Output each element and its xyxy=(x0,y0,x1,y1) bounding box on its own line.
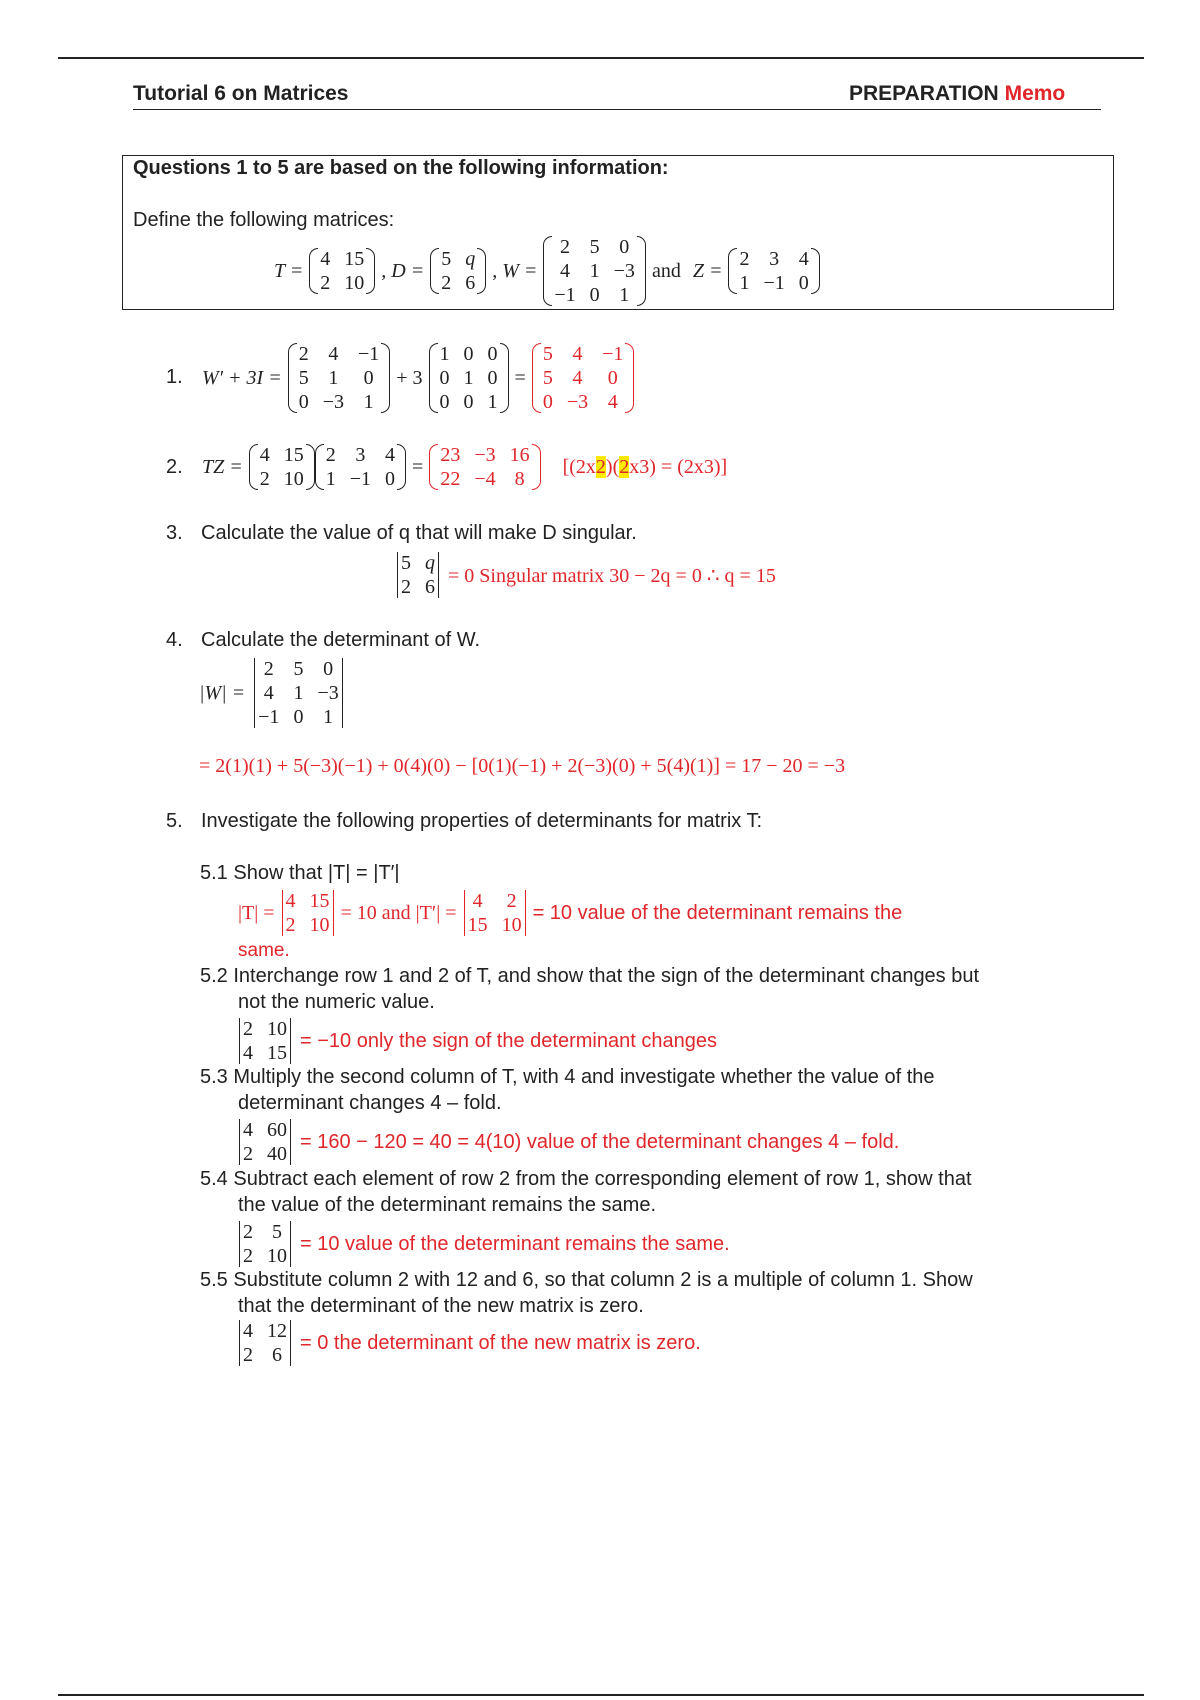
q4-number: 4. xyxy=(166,629,183,651)
header-underline xyxy=(133,109,1101,110)
matrix-entry: 0 xyxy=(293,706,304,728)
matrix-entry: 0 xyxy=(487,343,498,365)
matrix-entry: 23 xyxy=(440,444,461,466)
matrix-entry: −1 xyxy=(349,468,372,490)
matrix-entries xyxy=(258,658,339,728)
s51-answer-cont: same. xyxy=(238,940,290,961)
matrix-entry: 8 xyxy=(514,468,525,490)
matrix-entry: −4 xyxy=(474,468,496,490)
s54-label: 5.4 Subtract each element of row 2 from the corresponding element of row 1, show that xyxy=(200,1168,972,1190)
q1-matrix-wt xyxy=(288,343,391,413)
matrix-entry: 0 xyxy=(619,236,630,258)
matrix-entry: 22 xyxy=(440,468,461,490)
q5-text: Investigate the following properties of determinants for matrix T: xyxy=(201,810,763,832)
s54-determinant xyxy=(236,1221,294,1267)
matrix-entry: 4 xyxy=(259,444,270,466)
matrix-entry: 40 xyxy=(267,1143,287,1165)
q3-text: Calculate the value of q that will make D singular. xyxy=(201,522,637,544)
matrix-entry: 0 xyxy=(589,284,600,306)
matrix-entry: 5 xyxy=(293,658,304,680)
q4-text: Calculate the determinant of W. xyxy=(201,629,481,651)
matrix-entry: 0 xyxy=(463,343,474,365)
q1-matrix-i xyxy=(429,343,509,413)
matrix-entry: 5 xyxy=(441,248,452,270)
s51-answer xyxy=(238,888,902,938)
matrix-entries xyxy=(739,248,808,294)
s55-answer-text: = 0 the determinant of the new matrix is zero. xyxy=(300,1331,701,1354)
matrix-entry: 4 xyxy=(472,890,483,912)
matrix-entry: 1 xyxy=(328,367,339,389)
matrix-entry: 6 xyxy=(465,272,476,294)
matrix-entry: 4 xyxy=(243,1320,253,1342)
matrix-entry: 10 xyxy=(267,1018,287,1040)
matrix-entry: 0 xyxy=(439,391,450,413)
s52-label-cont: not the numeric value. xyxy=(238,991,435,1013)
q1-equation xyxy=(196,338,634,418)
s54-answer xyxy=(236,1219,730,1269)
page-title: Tutorial 6 on Matrices xyxy=(133,82,349,105)
matrix-entry: 0 xyxy=(542,391,553,413)
matrix-entry: 1 xyxy=(325,468,336,490)
matrix-entry: 5 xyxy=(401,552,411,574)
info-heading: Questions 1 to 5 are based on the following information: xyxy=(133,157,669,179)
s54-label-cont: the value of the determinant remains the same. xyxy=(238,1194,657,1216)
s55-label: 5.5 Substitute column 2 with 12 and 6, so that column 2 is a multiple of column 1. Show xyxy=(200,1269,973,1291)
matrix-entry: −3 xyxy=(322,391,344,413)
s54-answer-text: = 10 value of the determinant remains the same. xyxy=(300,1232,730,1255)
s55-determinant xyxy=(236,1320,294,1366)
matrix-entry: 1 xyxy=(293,682,304,704)
matrix-entries xyxy=(243,1320,287,1366)
matrix-entry: 0 xyxy=(323,658,334,680)
matrix-entry: −1 xyxy=(258,706,280,728)
matrix-entries xyxy=(441,248,475,294)
matrix-entry: 2 xyxy=(325,444,336,466)
matrix-entry: 2 xyxy=(560,236,571,258)
and-text: and xyxy=(651,259,681,282)
matrix-entry: 0 xyxy=(607,367,618,389)
matrix-entry: 2 xyxy=(285,914,296,936)
matrix-entry: 1 xyxy=(463,367,474,389)
matrix-entry: 0 xyxy=(439,367,450,389)
matrix-entry: 0 xyxy=(385,468,396,490)
s51-answer-text: = 10 value of the determinant remains the xyxy=(532,901,903,924)
matrix-entries xyxy=(401,552,435,598)
s53-answer-text: = 160 − 120 = 40 = 4(10) value of the determinant changes 4 – fold. xyxy=(300,1130,900,1153)
matrix-entry: −3 xyxy=(474,444,496,466)
matrix-entry: 3 xyxy=(769,248,780,270)
matrix-entry: 1 xyxy=(323,706,334,728)
s52-determinant xyxy=(236,1018,294,1064)
d-label: , D = xyxy=(381,259,425,282)
prep-text: PREPARATION xyxy=(849,82,999,105)
matrix-entry: −1 xyxy=(357,343,380,365)
matrix-entry: 1 xyxy=(487,391,498,413)
s51-label: 5.1 Show that |T| = |T′| xyxy=(200,862,400,884)
matrix-entry: −3 xyxy=(613,260,635,282)
matrix-entry: 6 xyxy=(425,576,435,598)
matrix-entry: 5 xyxy=(542,367,553,389)
q1-equals: = xyxy=(514,366,526,389)
matrix-entry: 0 xyxy=(298,391,309,413)
matrix-w xyxy=(543,236,646,306)
matrix-entries xyxy=(468,890,522,936)
matrix-entry: 1 xyxy=(739,272,750,294)
matrix-z xyxy=(728,248,819,294)
matrix-entries xyxy=(320,248,364,294)
matrix-entry: 10 xyxy=(267,1245,287,1267)
matrix-entries xyxy=(299,343,380,413)
matrix-entry: 2 xyxy=(243,1143,253,1165)
matrix-entry: 2 xyxy=(243,1221,253,1243)
q4-answer: = 2(1)(1) + 5(−3)(−1) + 0(4)(0) − [0(1)(−1) + 2(−3)(0) + 5(4)(1)] = 17 − 20 = −3 xyxy=(199,755,846,777)
matrix-entries xyxy=(543,343,624,413)
s55-answer xyxy=(236,1318,701,1368)
s53-answer xyxy=(236,1117,899,1167)
s52-answer xyxy=(236,1016,717,1066)
s55-label-cont: that the determinant of the new matrix is zero. xyxy=(238,1295,644,1317)
q4-determinant-row xyxy=(199,656,346,730)
matrix-entry: 2 xyxy=(243,1245,253,1267)
q1-plus: + 3 xyxy=(396,366,423,389)
matrix-entry: 1 xyxy=(439,343,450,365)
matrix-definitions xyxy=(268,236,820,306)
matrix-entry: 0 xyxy=(463,391,474,413)
s53-determinant xyxy=(236,1119,294,1165)
q2-lhs: TZ = xyxy=(202,455,243,478)
matrix-entry: 2 xyxy=(243,1344,253,1366)
q2-equals: = xyxy=(412,455,424,478)
matrix-entry: 6 xyxy=(272,1344,282,1366)
matrix-entry: −1 xyxy=(554,284,576,306)
matrix-entry: 0 xyxy=(363,367,374,389)
matrix-entry: 2 xyxy=(739,248,750,270)
matrix-entry: 2 xyxy=(263,658,274,680)
info-define: Define the following matrices: xyxy=(133,209,395,231)
matrix-entries xyxy=(286,890,330,936)
matrix-entries xyxy=(554,236,635,306)
q2-matrix-z xyxy=(315,444,406,490)
matrix-entry: q xyxy=(425,552,435,574)
matrix-entry: 10 xyxy=(501,914,522,936)
matrix-entries xyxy=(260,444,304,490)
matrix-entry: 1 xyxy=(363,391,374,413)
matrix-entry: 4 xyxy=(798,248,809,270)
matrix-entry: 15 xyxy=(267,1042,287,1064)
matrix-entry: 10 xyxy=(309,914,330,936)
matrix-entry: 2 xyxy=(401,576,411,598)
matrix-entry: 2 xyxy=(506,890,517,912)
top-rule xyxy=(58,57,1144,59)
q1-number: 1. xyxy=(166,366,183,388)
matrix-entries xyxy=(326,444,395,490)
z-label: Z = xyxy=(692,259,723,282)
matrix-entry: 2 xyxy=(243,1018,253,1040)
matrix-entry: 2 xyxy=(441,272,452,294)
s51-lhs: |T| = xyxy=(238,901,275,924)
s51-det-tt xyxy=(461,890,529,936)
t-label: T = xyxy=(274,259,304,282)
matrix-d xyxy=(430,248,486,294)
q3-answer-text: = 0 Singular matrix 30 − 2q = 0 ∴ q = 15 xyxy=(448,564,776,587)
matrix-entries xyxy=(243,1221,287,1267)
matrix-entry: 2 xyxy=(320,272,331,294)
q3-determinant xyxy=(394,552,442,598)
matrix-entry: q xyxy=(465,248,476,270)
q3-number: 3. xyxy=(166,522,183,544)
q1-answer-matrix xyxy=(532,343,635,413)
matrix-t xyxy=(309,248,375,294)
matrix-entry: −1 xyxy=(763,272,785,294)
q2-equation xyxy=(196,440,733,494)
matrix-entries xyxy=(243,1119,287,1165)
matrix-entry: 5 xyxy=(298,367,309,389)
matrix-entry: 3 xyxy=(355,444,366,466)
matrix-entry: 15 xyxy=(283,444,304,466)
matrix-entry: 15 xyxy=(344,248,365,270)
matrix-entry: 4 xyxy=(560,260,571,282)
matrix-entry: 4 xyxy=(607,391,618,413)
matrix-entry: 4 xyxy=(572,367,583,389)
matrix-entry: −3 xyxy=(317,682,339,704)
matrix-entry: 10 xyxy=(344,272,365,294)
memo-label xyxy=(849,82,1065,106)
s51-mid: = 10 and |T′| = xyxy=(340,901,457,924)
matrix-entry: −1 xyxy=(602,343,624,365)
bottom-rule xyxy=(58,1694,1144,1696)
matrix-entries xyxy=(440,444,529,490)
matrix-entry: 15 xyxy=(309,890,330,912)
matrix-entry: 2 xyxy=(298,343,309,365)
matrix-entry: 5 xyxy=(272,1221,282,1243)
matrix-entry: 1 xyxy=(589,260,600,282)
q3-answer xyxy=(394,550,776,600)
matrix-entry: 0 xyxy=(798,272,809,294)
q1-lhs: W′ + 3I = xyxy=(202,366,282,389)
s51-det-t xyxy=(279,890,337,936)
s52-answer-text: = −10 only the sign of the determinant changes xyxy=(300,1029,717,1052)
w-label: , W = xyxy=(492,259,538,282)
matrix-entry: −3 xyxy=(566,391,589,413)
matrix-entry: 10 xyxy=(283,468,304,490)
q2-answer-matrix xyxy=(429,444,540,490)
q4-determinant xyxy=(251,658,346,728)
matrix-entry: 1 xyxy=(619,284,630,306)
matrix-entry: 15 xyxy=(467,914,488,936)
q2-dimension-note: [(2x2)(2x3) = (2x3)] xyxy=(562,455,728,478)
matrix-entry: 4 xyxy=(320,248,331,270)
matrix-entry: 5 xyxy=(589,236,600,258)
matrix-entries xyxy=(243,1018,287,1064)
matrix-entries xyxy=(440,343,498,413)
matrix-entry: 4 xyxy=(263,682,274,704)
q4-lhs: |W| = xyxy=(199,681,246,704)
s53-label-cont: determinant changes 4 – fold. xyxy=(238,1092,502,1114)
matrix-entry: 4 xyxy=(328,343,339,365)
memo-text: Memo xyxy=(1004,82,1066,105)
s53-label: 5.3 Multiply the second column of T, with 4 and investigate whether the value of the xyxy=(200,1066,935,1088)
matrix-entry: 4 xyxy=(385,444,396,466)
matrix-entry: 4 xyxy=(285,890,296,912)
matrix-entry: 4 xyxy=(572,343,583,365)
matrix-entry: 16 xyxy=(509,444,530,466)
q2-matrix-t xyxy=(249,444,315,490)
matrix-entry: 5 xyxy=(542,343,553,365)
matrix-entry: 2 xyxy=(259,468,270,490)
matrix-entry: 0 xyxy=(487,367,498,389)
matrix-entry: 4 xyxy=(243,1042,253,1064)
matrix-entry: 4 xyxy=(243,1119,253,1141)
matrix-entry: 12 xyxy=(267,1320,287,1342)
q2-number: 2. xyxy=(166,456,183,478)
q5-number: 5. xyxy=(166,810,183,832)
s52-label: 5.2 Interchange row 1 and 2 of T, and show that the sign of the determinant changes but xyxy=(200,965,980,987)
matrix-entry: 60 xyxy=(267,1119,287,1141)
